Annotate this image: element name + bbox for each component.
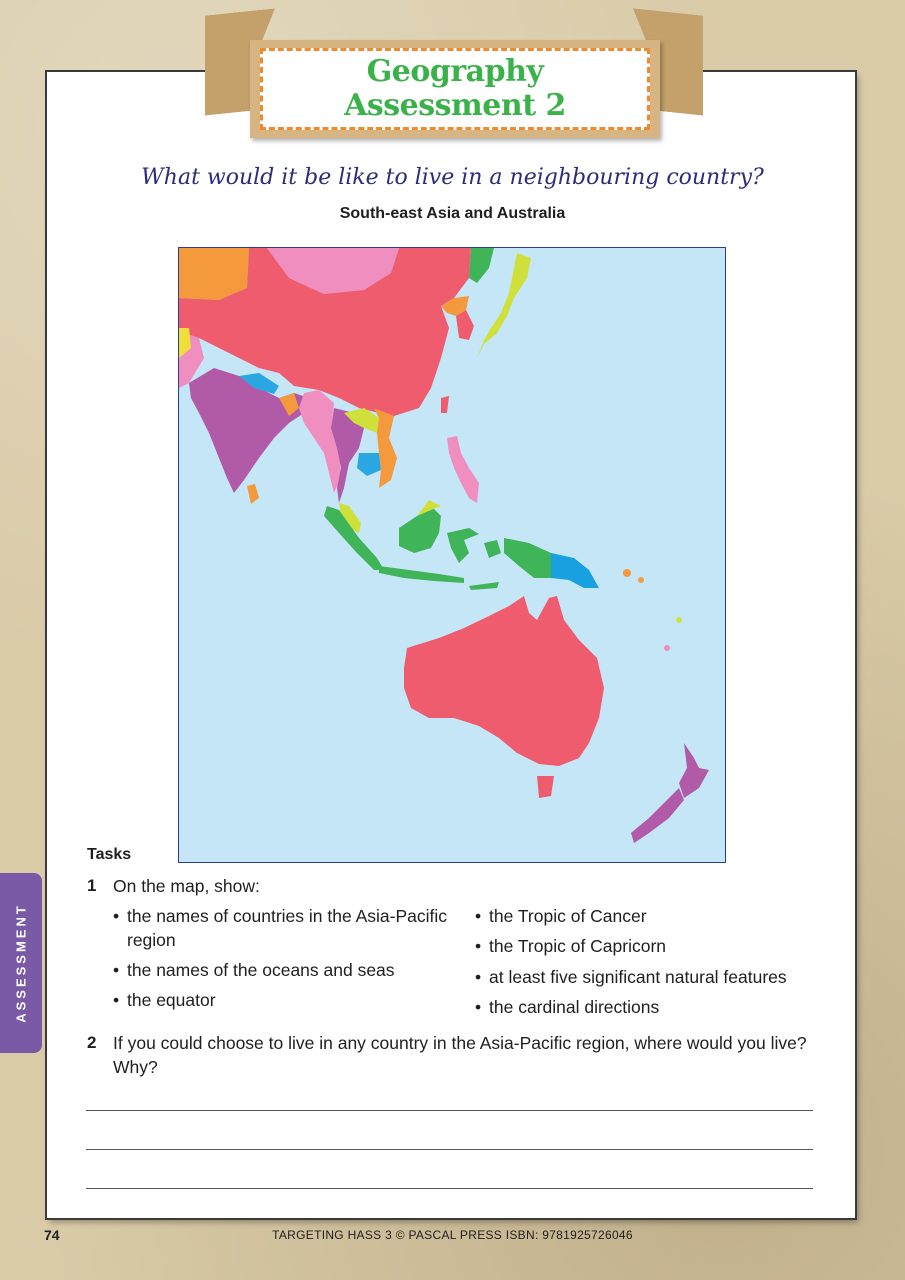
task-1-number: 1	[87, 876, 97, 895]
assessment-side-tab	[0, 873, 42, 1053]
task-2-text-line-2: Why?	[113, 1057, 158, 1077]
title-line-1: Geography	[366, 54, 544, 89]
map-title: South-east Asia and Australia	[339, 205, 566, 222]
inquiry-question: What would it be like to live in a neighbouring country?	[141, 165, 764, 190]
island-vanuatu	[676, 617, 682, 623]
tasks-heading: Tasks	[87, 846, 132, 863]
task-1-bullet-capricorn: • the Tropic of Capricorn	[475, 934, 666, 958]
answer-line-2[interactable]	[86, 1149, 813, 1150]
title-banner	[250, 40, 660, 138]
footer-copyright: TARGETING HASS 3 © PASCAL PRESS ISBN: 9781925726046	[272, 1228, 633, 1242]
island-solomon-1	[623, 569, 631, 577]
region-map	[178, 247, 726, 863]
island-solomon-2	[638, 577, 644, 583]
island-new-caledonia	[664, 645, 670, 651]
task-1-bullet-directions: • the cardinal directions	[475, 995, 659, 1019]
title-box	[260, 48, 650, 130]
map-graphic	[179, 248, 725, 862]
side-tab-label: ASSESSMENT	[13, 903, 29, 1023]
task-2-text-line-1: If you could choose to live in any country in the Asia-Pacific region, where would you live?	[113, 1033, 807, 1053]
task-1-bullet-countries-continuation: region	[127, 930, 176, 950]
page-number: 74	[44, 1227, 60, 1243]
answer-line-3[interactable]	[86, 1188, 813, 1189]
title-line-2: Assessment 2	[344, 88, 566, 123]
task-1-bullet-cancer: • the Tropic of Cancer	[475, 904, 647, 928]
task-2-number: 2	[87, 1033, 97, 1052]
task-1-bullet-equator: • the equator	[113, 988, 216, 1012]
answer-line-1[interactable]	[86, 1110, 813, 1111]
task-1-bullet-features: • at least five significant natural features	[475, 965, 787, 989]
task-1-bullet-countries: • the names of countries in the Asia-Pacific	[113, 904, 447, 928]
task-1-text: On the map, show:	[113, 876, 260, 896]
task-1-bullet-oceans: • the names of the oceans and seas	[113, 958, 395, 982]
